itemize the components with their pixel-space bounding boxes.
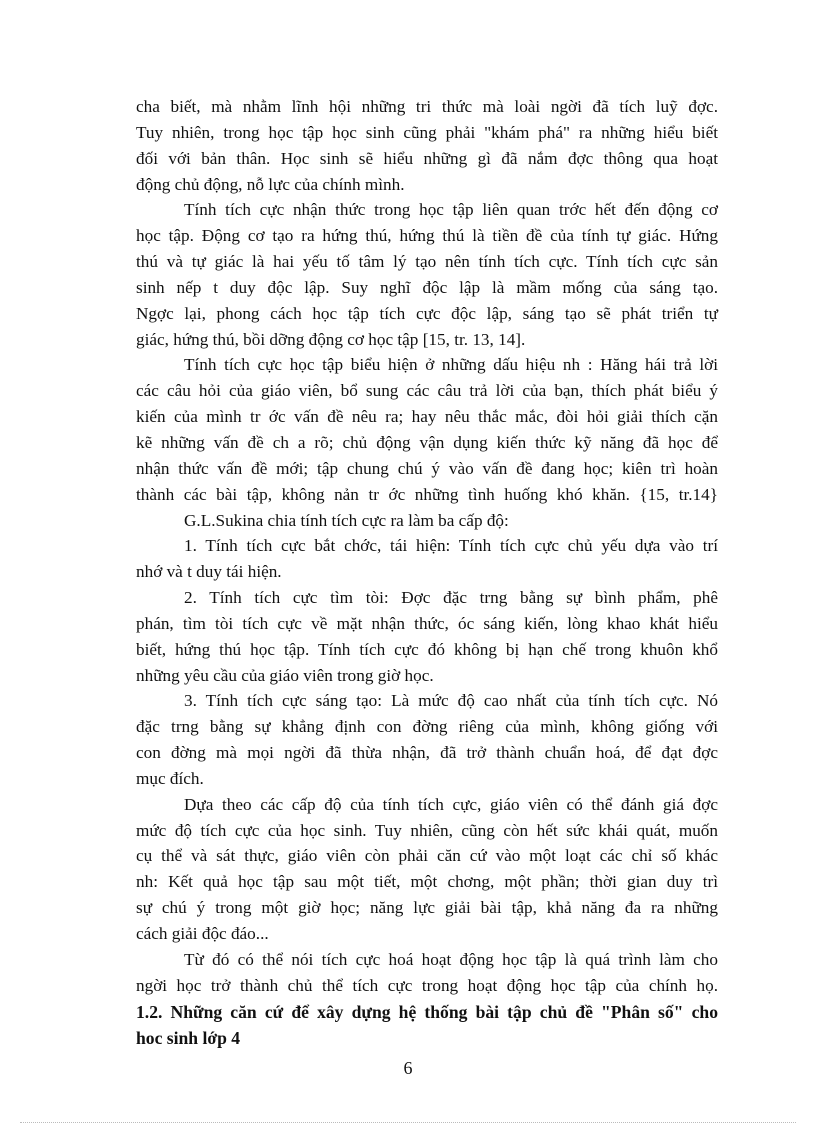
text-line: mục đích. bbox=[136, 768, 204, 788]
text-line: những yêu cầu của giáo viên trong giờ học. bbox=[136, 665, 434, 685]
heading-line-2: hoc sinh lớp 4 bbox=[136, 1028, 241, 1049]
text-line: các câu hỏi của giáo viên, bổ sung các câu trả lời của bạn, thích phát biểu ý bbox=[136, 381, 718, 401]
text-line: Dựa theo các cấp độ của tính tích cực, giáo viên có thể đánh giá đợc bbox=[184, 794, 718, 814]
text-line: 1. Tính tích cực bắt chớc, tái hiện: Tính tích cực chủ yếu dựa vào trí bbox=[184, 536, 718, 556]
text-line: kẽ những vấn đề ch a rõ; chủ động vận dụng kiến thức kỹ năng đã học để bbox=[136, 432, 718, 452]
text-line: đặc trng bằng sự khẳng định con đờng riêng của mình, không giống với bbox=[136, 717, 718, 737]
text-line: sự chú ý trong một giờ học; năng lực giải bài tập, khả năng đa ra những bbox=[136, 898, 718, 918]
text-line: nh: Kết quả học tập sau một tiết, một chơng, một phần; thời gian duy trì bbox=[136, 872, 718, 892]
text-line: sinh nếp t duy độc lập. Suy nghĩ độc lập là mầm mống của sáng tạo. bbox=[136, 277, 718, 297]
text-line: cụ thể và sát thực, giáo viên còn phải căn cứ vào một loạt các chỉ số khác bbox=[136, 846, 718, 866]
text-line: nhớ và t duy tái hiện. bbox=[136, 562, 282, 582]
text-line: Tính tích cực nhận thức trong học tập liên quan trớc hết đến động cơ bbox=[184, 200, 718, 220]
text-line: giác, hứng thú, bồi dỡng động cơ học tập [15, tr. 13, 14]. bbox=[136, 329, 526, 349]
text-line: học tập. Động cơ tạo ra hứng thú, hứng thú là tiền đề của tính tự giác. Hứng bbox=[136, 226, 718, 246]
paragraph-lines bbox=[136, 94, 718, 999]
text-line: thành các bài tập, không nản tr ớc những tình huống khó khăn. {15, tr.14} bbox=[136, 484, 718, 504]
text-line: mức độ tích cực của học sinh. Tuy nhiên, cũng còn hết sức khái quát, muốn bbox=[136, 820, 718, 840]
text-line: biết, hứng thú học tập. Tính tích cực đó không bị hạn chế trong khuôn khổ bbox=[136, 639, 718, 659]
text-line: đối với bản thân. Học sinh sẽ hiểu những gì đã nắm đợc thông qua hoạt bbox=[136, 148, 718, 168]
text-line: kiến của mình tr ớc vấn đề nêu ra; hay nêu thắc mắc, đòi hỏi giải thích cặn bbox=[136, 407, 718, 427]
text-line: cha biết, mà nhằm lĩnh hội những tri thức mà loài ngời đã tích luỹ đợc. bbox=[136, 97, 718, 116]
text-line: con đờng mà mọi ngời đã thừa nhận, đã trở thành chuẩn hoá, để đạt đợc bbox=[136, 743, 718, 763]
text-line: nhận thức vấn đề mới; tập chung chú ý vào vấn đề đang học; kiên trì hoàn bbox=[136, 458, 718, 478]
text-line: G.L.Sukina chia tính tích cực ra làm ba cấp độ: bbox=[184, 510, 509, 530]
text-line: 2. Tính tích cực tìm tòi: Đợc đặc trng bằng sự bình phẩm, phê bbox=[184, 588, 718, 608]
text-line: cách giải độc đáo... bbox=[136, 924, 269, 943]
document-body bbox=[136, 94, 718, 1052]
text-line: thú và tự giác là hai yếu tố tâm lý tạo nên tính tích cực. Tính tích cực sản bbox=[136, 252, 718, 272]
text-line: Tính tích cực học tập biểu hiện ở những dấu hiệu nh : Hăng hái trả lời bbox=[184, 355, 718, 375]
text-line: động chủ động, nỗ lực của chính mình. bbox=[136, 174, 405, 194]
text-line: Từ đó có thể nói tích cực hoá hoạt động học tập là quá trình làm cho bbox=[184, 949, 718, 969]
text-line: Tuy nhiên, trong học tập học sinh cũng phải "khám phá" ra những hiểu biết bbox=[136, 122, 718, 142]
text-line: ngời học trở thành chủ thể tích cực trong hoạt động học tập của chính họ. bbox=[136, 975, 718, 995]
text-line: Ngợc lại, phong cách học tập tích cực độc lập, sáng tạo sẽ phát triển tự bbox=[136, 303, 718, 323]
text-line: 3. Tính tích cực sáng tạo: Là mức độ cao nhất của tính tích cực. Nó bbox=[184, 691, 718, 711]
section-heading bbox=[136, 999, 718, 1052]
text-line: phán, tìm tòi tích cực về mặt nhận thức, óc sáng kiến, lòng khao khát hiểu bbox=[136, 613, 718, 633]
heading-line-1: 1.2. Những căn cứ để xây dựng hệ thống bài tập chủ đề "Phân số" cho bbox=[136, 1001, 718, 1022]
page-number: 6 bbox=[403, 1058, 413, 1078]
